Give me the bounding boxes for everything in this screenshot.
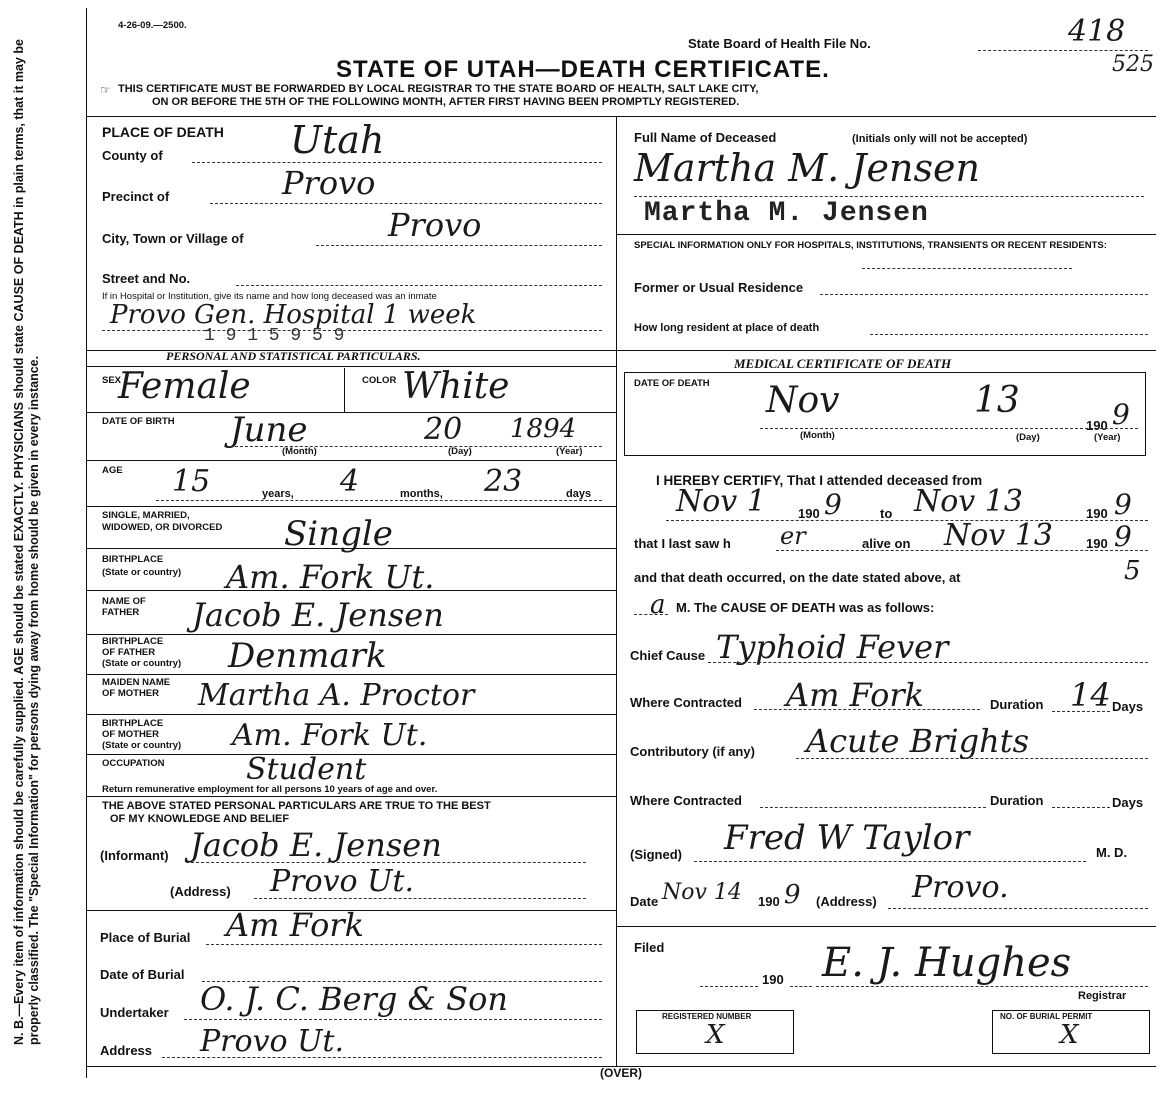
deceased-name-label: Full Name of Deceased bbox=[634, 130, 777, 145]
county-line bbox=[192, 162, 602, 163]
dod-year-suffix: 9 bbox=[1112, 398, 1130, 431]
age-years-label: years, bbox=[262, 488, 294, 500]
duration-2-line bbox=[1052, 807, 1110, 808]
chief-cause-label: Chief Cause bbox=[630, 648, 706, 663]
last-saw-date: Nov 13 bbox=[944, 518, 1053, 553]
hospital-value: Provo Gen. Hospital 1 week bbox=[110, 300, 477, 330]
personal-section-title: PERSONAL AND STATISTICAL PARTICULARS. bbox=[166, 349, 421, 363]
where-contracted-label: Where Contracted bbox=[630, 695, 742, 710]
burial-place-line bbox=[206, 944, 602, 945]
duration-line bbox=[1052, 711, 1110, 712]
precinct-label: Precinct of bbox=[102, 189, 170, 204]
deceased-name-note: (Initials only will not be accepted) bbox=[852, 133, 1028, 145]
stamp-number: 525 bbox=[1112, 52, 1154, 77]
chief-cause-value: Typhoid Fever bbox=[716, 628, 949, 666]
certify-text: I HEREBY CERTIFY, That I attended deceased from bbox=[656, 473, 983, 488]
how-long-label: How long resident at place of death bbox=[634, 322, 820, 334]
mother-label-2: OF MOTHER bbox=[102, 688, 159, 699]
dod-year-caption: (Year) bbox=[1094, 432, 1121, 443]
mother-bp-label-2: OF MOTHER bbox=[102, 729, 159, 740]
where-contracted-line bbox=[754, 709, 980, 710]
contributory-line bbox=[796, 758, 1148, 759]
father-value: Jacob E. Jensen bbox=[192, 596, 444, 634]
occupation-label: OCCUPATION bbox=[102, 758, 165, 769]
undertaker-address-value: Provo Ut. bbox=[200, 1024, 345, 1059]
dob-day: 20 bbox=[424, 412, 463, 447]
father-bp-row-rule bbox=[86, 674, 616, 675]
precinct-line bbox=[210, 203, 602, 204]
place-of-death-label: PLACE OF DEATH bbox=[102, 124, 224, 140]
attest-line-2: OF MY KNOWLEDGE AND BELIEF bbox=[110, 813, 290, 825]
undertaker-value: O. J. C. Berg & Son bbox=[200, 980, 508, 1018]
mother-birthplace-value: Am. Fork Ut. bbox=[232, 718, 428, 753]
birthplace-sub: (State or country) bbox=[102, 567, 182, 578]
birthplace-label: BIRTHPLACE bbox=[102, 554, 164, 565]
marital-value: Single bbox=[284, 514, 393, 554]
form-code: 4-26-09.—2500. bbox=[118, 20, 187, 31]
father-label-1: NAME OF bbox=[102, 596, 146, 607]
alive-on-label: alive on bbox=[862, 536, 911, 551]
undertaker-address-line bbox=[162, 1057, 602, 1058]
medical-bottom-rule bbox=[616, 926, 1156, 927]
duration-label: Duration bbox=[990, 697, 1044, 712]
duration-2-label: Duration bbox=[990, 793, 1044, 808]
where-contracted-2-line bbox=[760, 807, 986, 808]
city-value: Provo bbox=[388, 206, 482, 244]
street-label: Street and No. bbox=[102, 271, 191, 286]
dod-day: 13 bbox=[974, 380, 1020, 421]
signed-line bbox=[694, 861, 1086, 862]
dod-label: DATE OF DEATH bbox=[634, 378, 710, 389]
mother-label-1: MAIDEN NAME bbox=[102, 677, 171, 688]
dob-month-caption: (Month) bbox=[282, 446, 317, 457]
to-label: to bbox=[880, 506, 893, 521]
sex-color-divider bbox=[344, 368, 345, 412]
last-saw-label: that I last saw h bbox=[634, 536, 731, 551]
hospital-label: If in Hospital or Institution, give its name and how long deceased was an inmate bbox=[102, 291, 437, 302]
where-contracted-2-label: Where Contracted bbox=[630, 793, 742, 808]
last-saw-line bbox=[776, 550, 1148, 551]
county-value: Utah bbox=[290, 118, 385, 162]
mother-bp-label-3: (State or country) bbox=[102, 740, 182, 751]
dob-month: June bbox=[230, 410, 308, 450]
occupation-row-rule bbox=[86, 796, 616, 797]
sex-row-rule bbox=[86, 412, 616, 413]
last-saw-year: 9 bbox=[1114, 520, 1132, 553]
certificate-title: STATE OF UTAH—DEATH CERTIFICATE. bbox=[336, 56, 830, 83]
attended-from: Nov 1 bbox=[676, 484, 766, 519]
age-months: 4 bbox=[340, 464, 360, 499]
signed-year-prefix: 190 bbox=[758, 894, 780, 909]
mother-bp-label-1: BIRTHPLACE bbox=[102, 718, 164, 729]
pointing-hand-icon: ☞ bbox=[100, 83, 111, 97]
center-divider-line bbox=[616, 116, 617, 1066]
father-bp-label-3: (State or country) bbox=[102, 658, 182, 669]
former-residence-line bbox=[820, 294, 1148, 295]
marital-label-2: WIDOWED, OR DIVORCED bbox=[102, 522, 223, 533]
instruction-line-1: THIS CERTIFICATE MUST BE FORWARDED BY LOCAL REGISTRAR TO THE STATE BOARD OF HEALTH, SALT LAKE CITY, bbox=[118, 83, 759, 95]
dod-day-caption: (Day) bbox=[1016, 432, 1040, 443]
special-info-line bbox=[862, 268, 1072, 269]
father-label-2: FATHER bbox=[102, 607, 140, 618]
father-birthplace-value: Denmark bbox=[228, 636, 387, 676]
burial-place-value: Am Fork bbox=[226, 906, 365, 944]
signed-label: (Signed) bbox=[630, 847, 682, 862]
age-years: 15 bbox=[172, 464, 211, 499]
burial-place-label: Place of Burial bbox=[100, 930, 191, 945]
md-label: M. D. bbox=[1096, 845, 1128, 860]
county-label: County of bbox=[102, 148, 163, 163]
informant-label: (Informant) bbox=[100, 848, 169, 863]
registered-number-value: X bbox=[706, 1020, 725, 1050]
dob-year: 1894 bbox=[510, 414, 577, 444]
medical-section-rule bbox=[616, 350, 1156, 351]
age-days-label: days bbox=[566, 488, 592, 500]
mother-value: Martha A. Proctor bbox=[198, 678, 475, 713]
father-bp-label-2: OF FATHER bbox=[102, 647, 156, 658]
mother-row-rule bbox=[86, 714, 616, 715]
burial-permit-value: X bbox=[1060, 1020, 1079, 1050]
death-occurred-text: and that death occurred, on the date stated above, at bbox=[634, 570, 961, 585]
days-label: Days bbox=[1112, 699, 1144, 714]
stamp-digits: 1 9 1 5 9 5 9 bbox=[204, 326, 345, 346]
dod-year-prefix: 190 bbox=[1086, 418, 1108, 433]
last-saw-pronoun: er bbox=[780, 522, 806, 550]
dob-year-caption: (Year) bbox=[556, 446, 583, 457]
attended-to-year-prefix: 190 bbox=[1086, 506, 1108, 521]
informant-value: Jacob E. Jensen bbox=[190, 826, 442, 864]
attended-to: Nov 13 bbox=[914, 484, 1023, 519]
burial-date-label: Date of Burial bbox=[100, 967, 185, 982]
date-label: Date bbox=[630, 894, 659, 909]
informant-address-line bbox=[254, 898, 586, 899]
top-rule bbox=[86, 116, 1156, 117]
birthplace-value: Am. Fork Ut. bbox=[226, 558, 435, 596]
how-long-line bbox=[870, 334, 1148, 335]
special-info-label: SPECIAL INFORMATION ONLY FOR HOSPITALS, INSTITUTIONS, TRANSIENTS OR RECENT RESIDENTS: bbox=[634, 240, 1107, 251]
physician-address-line bbox=[888, 908, 1148, 909]
age-months-label: months, bbox=[400, 488, 443, 500]
color-label: COLOR bbox=[362, 375, 397, 386]
occupation-note: Return remunerative employment for all persons 10 years of age and over. bbox=[102, 784, 438, 795]
former-residence-label: Former or Usual Residence bbox=[634, 280, 804, 295]
age-label: AGE bbox=[102, 465, 123, 476]
registrar-label: Registrar bbox=[1078, 990, 1127, 1002]
over-label: (OVER) bbox=[600, 1066, 642, 1080]
physician-signature: Fred W Taylor bbox=[724, 818, 970, 858]
dod-month-caption: (Month) bbox=[800, 430, 835, 441]
father-row-rule bbox=[86, 634, 616, 635]
precinct-value: Provo bbox=[282, 164, 376, 202]
instruction-line-2: ON OR BEFORE THE 5TH OF THE FOLLOWING MONTH, AFTER FIRST HAVING BEEN PROMPTLY REGISTERED. bbox=[152, 96, 740, 108]
physician-address-value: Provo. bbox=[912, 870, 1009, 905]
left-border-line bbox=[86, 8, 87, 1078]
age-row-rule bbox=[86, 506, 616, 507]
burial-permit-label: NO. OF BURIAL PERMIT bbox=[1000, 1012, 1093, 1021]
attended-to-year: 9 bbox=[1114, 488, 1132, 521]
filed-label: Filed bbox=[634, 940, 665, 955]
city-label: City, Town or Village of bbox=[102, 231, 244, 246]
color-value: White bbox=[402, 366, 510, 407]
deceased-name-line bbox=[634, 196, 1144, 197]
last-saw-year-prefix: 190 bbox=[1086, 536, 1108, 551]
dod-line bbox=[760, 428, 1138, 429]
contributory-label: Contributory (if any) bbox=[630, 744, 755, 759]
cause-text: M. The CAUSE OF DEATH was as follows: bbox=[676, 600, 935, 615]
city-line bbox=[316, 245, 602, 246]
death-ampm: a bbox=[650, 590, 666, 620]
physician-address-label: (Address) bbox=[816, 894, 877, 909]
death-hour: 5 bbox=[1124, 556, 1141, 586]
deceased-name-typed: Martha M. Jensen bbox=[644, 198, 929, 229]
registrar-line bbox=[816, 986, 1148, 987]
filed-year-line bbox=[790, 986, 812, 987]
informant-address-label: (Address) bbox=[170, 884, 231, 899]
signed-date: Nov 14 bbox=[662, 880, 742, 905]
attended-from-year-prefix: 190 bbox=[798, 506, 820, 521]
chief-cause-line bbox=[708, 662, 1148, 663]
ampm-line bbox=[634, 614, 668, 615]
registered-number-label: REGISTERED NUMBER bbox=[662, 1012, 752, 1021]
undertaker-label: Undertaker bbox=[100, 1005, 169, 1020]
registrar-signature: E. J. Hughes bbox=[822, 940, 1072, 986]
name-row-rule bbox=[616, 234, 1156, 235]
dob-label: DATE OF BIRTH bbox=[102, 416, 175, 427]
deceased-name-signature: Martha M. Jensen bbox=[634, 146, 980, 190]
duration-value: 14 bbox=[1070, 676, 1111, 714]
informant-address-value: Provo Ut. bbox=[270, 864, 415, 899]
dod-month: Nov bbox=[766, 380, 840, 421]
father-bp-label-1: BIRTHPLACE bbox=[102, 636, 164, 647]
age-line bbox=[156, 500, 602, 501]
attest-line-1: THE ABOVE STATED PERSONAL PARTICULARS ARE TRUE TO THE BEST bbox=[102, 800, 491, 812]
informant-line bbox=[186, 862, 586, 863]
file-no-label: State Board of Health File No. bbox=[688, 36, 871, 51]
medical-section-title: MEDICAL CERTIFICATE OF DEATH bbox=[734, 356, 952, 371]
dob-day-caption: (Day) bbox=[448, 446, 472, 457]
birthplace-row-rule bbox=[86, 590, 616, 591]
undertaker-line bbox=[184, 1019, 602, 1020]
marital-row-rule bbox=[86, 548, 616, 549]
signed-year: 9 bbox=[784, 880, 801, 910]
contributory-value: Acute Brights bbox=[806, 722, 1030, 760]
filed-year-prefix: 190 bbox=[762, 972, 784, 987]
marital-label-1: SINGLE, MARRIED, bbox=[102, 510, 190, 521]
sex-label: SEX bbox=[102, 375, 122, 386]
side-note: N. B.—Every item of information should be carefully supplied. AGE should be stated EXACTLY. PHYSICIANS should state CAUSE OF DEATH in plain terms, that it may be properly classified. The "Special Information" for persons dying away from home should be given in every instance. bbox=[12, 39, 41, 1045]
sex-value: Female bbox=[118, 366, 251, 407]
attended-line bbox=[666, 520, 1148, 521]
days-2-label: Days bbox=[1112, 795, 1144, 810]
file-no-line bbox=[978, 50, 1148, 51]
file-number: 418 bbox=[1068, 14, 1126, 49]
dob-row-rule bbox=[86, 460, 616, 461]
street-line bbox=[236, 285, 602, 286]
attended-from-year: 9 bbox=[824, 488, 842, 521]
age-days: 23 bbox=[484, 464, 523, 499]
occupation-value: Student bbox=[246, 752, 367, 787]
where-contracted-value: Am Fork bbox=[786, 676, 925, 714]
filed-line bbox=[700, 986, 758, 987]
undertaker-address-label: Address bbox=[100, 1043, 153, 1058]
hospital-line bbox=[102, 330, 602, 331]
